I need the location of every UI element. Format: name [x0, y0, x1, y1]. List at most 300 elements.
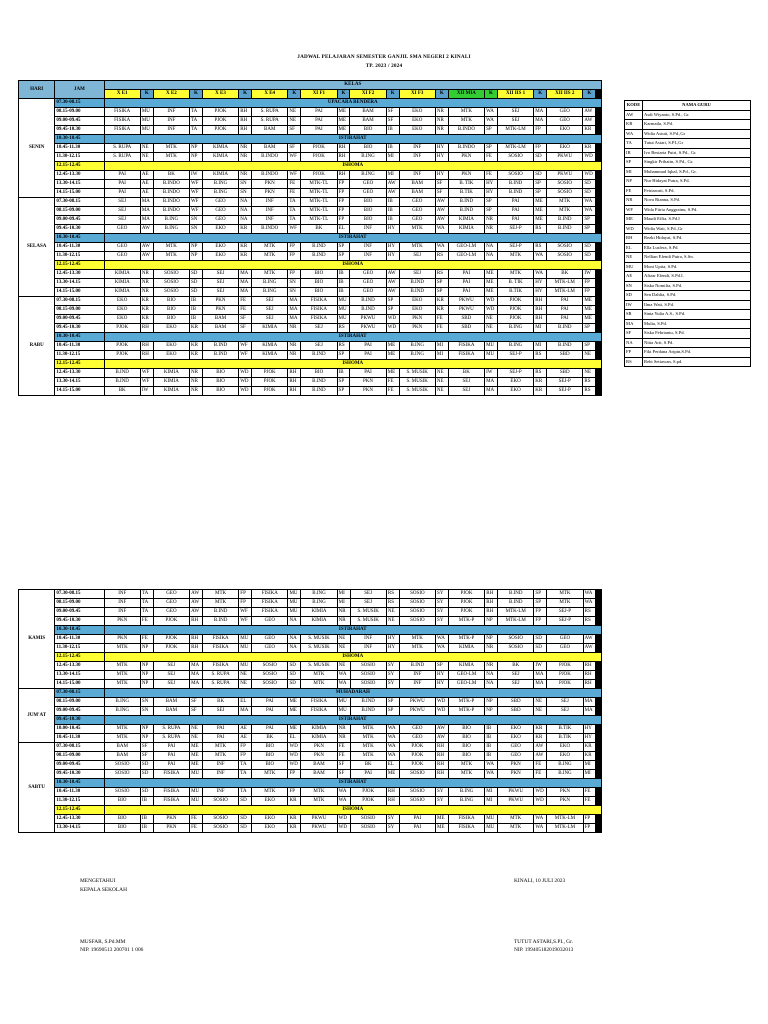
teacher-code-cell: NA — [485, 252, 498, 261]
subject-cell: PAI — [547, 306, 583, 315]
spacer-col — [596, 351, 602, 360]
teacher-code-cell: IB — [190, 315, 203, 324]
legend-code: SF — [625, 329, 643, 339]
subject-cell: MTK-TL — [301, 207, 337, 216]
teacher-code-cell: RS — [583, 617, 596, 626]
teacher-code-cell: NE — [239, 671, 252, 680]
compiler-name: TUTUT ASTARI,S.PI., Gr. — [514, 939, 573, 945]
subject-cell: PAI — [448, 288, 484, 297]
teacher-code-cell: HY — [436, 671, 449, 680]
subject-cell: BIO — [202, 387, 238, 396]
legend-code: WD — [625, 224, 643, 234]
teacher-code-cell: MU — [485, 342, 498, 351]
subject-cell: SEJ-P — [497, 243, 533, 252]
subject-cell: MTK — [399, 243, 435, 252]
subject-cell: PAI — [301, 126, 337, 135]
teacher-code-cell: IB — [337, 279, 350, 288]
subject-cell: MTK-LM — [497, 144, 533, 153]
subject-cell: MTK-LM — [547, 824, 583, 833]
subject-cell: PJOK — [350, 797, 386, 806]
subject-cell: FISIKA — [252, 590, 288, 599]
teacher-code-cell: MA — [583, 707, 596, 716]
teacher-code-cell: TA — [288, 216, 301, 225]
teacher-code-cell: MI — [435, 342, 448, 351]
time-slot: 12.45-13.30 — [55, 270, 104, 279]
teacher-code-cell: RH — [140, 324, 153, 333]
subject-cell: PAI — [104, 171, 140, 180]
teacher-code-cell: NR — [288, 351, 301, 360]
time-slot: 13.30-14.15 — [55, 671, 104, 680]
teacher-code-cell: TA — [140, 608, 153, 617]
subject-cell: INF — [399, 680, 435, 689]
subject-cell: SEJ — [252, 297, 288, 306]
subject-cell: PJOK — [252, 369, 288, 378]
teacher-code-cell: FP — [337, 180, 350, 189]
teacher-code-cell: NA — [288, 635, 301, 644]
teacher-code-cell: AW — [583, 635, 596, 644]
subject-cell: FISIKA — [301, 297, 337, 306]
time-slot: 10.30-10.45 — [55, 234, 104, 243]
teacher-code-cell: NR — [140, 279, 153, 288]
subject-cell: S. RUPA — [104, 144, 140, 153]
subject-cell: SBD — [498, 698, 534, 707]
teacher-code-cell: NA — [288, 644, 301, 653]
teacher-code-cell: RH — [534, 297, 547, 306]
teacher-code-cell: SF — [288, 144, 301, 153]
legend-teacher-name: Sinta Yulia A.S., S.Pd. — [643, 310, 751, 320]
subject-cell: MTK — [252, 270, 288, 279]
time-slot: 08.15-09.00 — [55, 207, 104, 216]
legend-code: SP — [625, 158, 643, 168]
teacher-code-cell: SN — [140, 698, 153, 707]
teacher-code-cell: FP — [583, 279, 596, 288]
subject-cell: S. MUSIK — [301, 644, 337, 653]
subject-cell: MTK — [547, 207, 583, 216]
teacher-code-cell: AW — [583, 644, 596, 653]
subject-cell: MTK — [202, 599, 238, 608]
subject-cell: BAM — [202, 315, 238, 324]
subject-cell: B.ING — [448, 797, 484, 806]
subject-cell: BIO — [448, 752, 484, 761]
teacher-code-cell: HY — [435, 153, 448, 162]
subject-cell: B.IND — [399, 662, 435, 671]
subject-cell: SEJ — [498, 671, 534, 680]
teacher-code-cell: IB — [337, 369, 350, 378]
time-slot: 09.45-10.30 — [55, 225, 104, 234]
subject-cell: MTK — [104, 671, 140, 680]
legend-teacher-name: Nellian Efendi Putra, S.Sn. — [643, 253, 751, 263]
teacher-code-cell: WF — [190, 198, 203, 207]
subject-cell: BIO — [252, 752, 288, 761]
subject-cell: PAI — [547, 297, 583, 306]
schedule-table-2 — [18, 589, 602, 833]
time-slot: 08.15-09.00 — [55, 698, 104, 707]
teacher-code-cell: IB — [190, 297, 203, 306]
teacher-code-cell: MU — [190, 770, 203, 779]
teacher-code-cell: RH — [140, 351, 153, 360]
subject-cell: FISIKA — [252, 599, 288, 608]
subject-cell: MTK — [252, 770, 288, 779]
subject-cell: GEO — [498, 752, 534, 761]
teacher-code-cell: SY — [436, 617, 449, 626]
subject-cell: MTK — [153, 252, 189, 261]
subject-cell: GEO — [153, 608, 189, 617]
teacher-code-cell: AE — [140, 171, 153, 180]
subject-cell: S. RUPA — [153, 725, 189, 734]
subject-cell: B.ING — [350, 153, 386, 162]
schedule-title: JADWAL PELAJARAN SEMESTER GANJIL SMA NEGERI 2 KINALI — [297, 54, 471, 60]
teacher-code-cell: RH — [288, 387, 301, 396]
subject-cell: GEO — [153, 590, 189, 599]
teacher-code-cell: MU — [239, 662, 252, 671]
subject-cell: B.ING — [350, 171, 386, 180]
time-slot: 07.30-08.15 — [55, 297, 104, 306]
subject-cell: B. TIK — [497, 279, 533, 288]
teacher-code-cell: ME — [485, 270, 498, 279]
teacher-code-cell: SF — [239, 324, 252, 333]
teacher-code-cell: NR — [239, 153, 252, 162]
subject-cell: B.INDO — [153, 180, 189, 189]
subject-cell: GEO — [399, 734, 435, 743]
teacher-code-cell: MA — [239, 288, 252, 297]
teacher-code-cell: SY — [436, 590, 449, 599]
subject-cell: PKN — [448, 171, 484, 180]
teacher-code-cell: SP — [485, 126, 498, 135]
break-label: ISHOMA — [104, 261, 601, 270]
subject-cell: B.INDO — [153, 207, 189, 216]
k-header: K — [534, 90, 547, 99]
subject-cell: PKN — [104, 617, 140, 626]
teacher-code-cell: NE — [534, 698, 547, 707]
teacher-code-cell: MI — [337, 599, 350, 608]
teacher-code-cell: TA — [140, 590, 153, 599]
teacher-code-cell: WA — [435, 243, 448, 252]
teacher-code-cell: FP — [583, 824, 596, 833]
teacher-code-cell: NE — [435, 387, 448, 396]
subject-cell: PJOK — [202, 126, 238, 135]
teacher-code-cell: FE — [140, 617, 153, 626]
time-slot: 13.30-14.15 — [55, 824, 104, 833]
subject-cell: EKO — [202, 225, 238, 234]
teacher-code-cell: HY — [534, 288, 547, 297]
time-slot: 10.45-11.30 — [55, 788, 104, 797]
teacher-code-cell: KR — [583, 144, 596, 153]
teacher-code-cell: SD — [534, 153, 547, 162]
legend-code: MU — [625, 262, 643, 272]
teacher-code-cell: SY — [436, 797, 449, 806]
subject-cell: SEJ — [547, 707, 583, 716]
teacher-code-cell: SP — [485, 144, 498, 153]
subject-cell: SEJ-P — [547, 387, 583, 396]
teacher-legend — [624, 100, 751, 367]
subject-cell: BIO — [350, 126, 386, 135]
teacher-code-cell: SD — [140, 770, 153, 779]
break-label: ISTIRAHAT — [104, 333, 601, 342]
legend-teacher-name: Ilma Wati, S.Pd. — [643, 300, 751, 310]
subject-cell: GEO — [547, 635, 583, 644]
teacher-code-cell: HY — [534, 279, 547, 288]
teacher-code-cell: WF — [239, 617, 252, 626]
teacher-code-cell: WA — [485, 761, 498, 770]
legend-teacher-name: Wida Fitria Anggrainu, S.Pd. — [643, 205, 751, 215]
subject-cell: BK — [301, 225, 337, 234]
subject-cell: PAI — [202, 734, 238, 743]
k-header: K — [435, 90, 448, 99]
teacher-code-cell: MA — [288, 306, 301, 315]
class-header: X E1 — [104, 90, 140, 99]
teacher-code-cell: ME — [485, 288, 498, 297]
spacer-col — [596, 707, 602, 716]
subject-cell: INF — [252, 216, 288, 225]
subject-cell: FISIKA — [202, 662, 238, 671]
teacher-code-cell: NE — [190, 725, 203, 734]
teacher-code-cell: AW — [190, 590, 203, 599]
subject-cell: INF — [399, 153, 435, 162]
subject-cell: PKWU — [399, 707, 435, 716]
subject-cell: SEJ-P — [547, 378, 583, 387]
subject-cell: EKO — [202, 243, 238, 252]
subject-cell: B.ING — [153, 225, 189, 234]
spacer-col — [596, 252, 602, 261]
teacher-code-cell: RH — [534, 315, 547, 324]
teacher-code-cell: FP — [534, 144, 547, 153]
subject-cell: BAM — [252, 126, 288, 135]
teacher-code-cell: WD — [534, 797, 547, 806]
teacher-code-cell: MU — [190, 797, 203, 806]
subject-cell: SOSIO — [498, 644, 534, 653]
subject-cell: MTK — [202, 590, 238, 599]
spacer-col — [596, 725, 602, 734]
teacher-code-cell: WF — [190, 207, 203, 216]
teacher-code-cell: RS — [583, 387, 596, 396]
subject-cell: BK — [498, 662, 534, 671]
teacher-code-cell: TA — [140, 599, 153, 608]
subject-cell: BIO — [350, 198, 386, 207]
legend-code: WA — [625, 129, 643, 139]
teacher-code-cell: HY — [386, 225, 399, 234]
subject-cell: GEO — [252, 635, 288, 644]
teacher-code-cell: WD — [485, 306, 498, 315]
teacher-code-cell: NR — [337, 608, 350, 617]
teacher-code-cell: SN — [288, 279, 301, 288]
subject-cell: SOSIO — [350, 815, 386, 824]
compiler-nip: NIP. 199405182019032013 — [514, 947, 574, 953]
subject-cell: MTK — [547, 590, 583, 599]
teacher-code-cell: FE — [337, 743, 350, 752]
legend-code: ME — [625, 215, 643, 225]
teacher-code-cell: IB — [140, 797, 153, 806]
teacher-code-cell: MU — [337, 707, 350, 716]
teacher-code-cell: SF — [190, 707, 203, 716]
subject-cell: SOSIO — [350, 662, 386, 671]
subject-cell: GEO-LM — [448, 671, 484, 680]
subject-cell: B.IND — [350, 707, 386, 716]
subject-cell: SEJ — [497, 117, 533, 126]
teacher-code-cell: NE — [190, 734, 203, 743]
subject-cell: SOSIO — [202, 797, 238, 806]
teacher-code-cell: SY — [386, 680, 399, 689]
subject-cell: INF — [252, 198, 288, 207]
subject-cell: SOSIO — [399, 590, 435, 599]
teacher-code-cell: ME — [190, 743, 203, 752]
teacher-code-cell: NE — [288, 117, 301, 126]
subject-cell: MTK-TL — [301, 216, 337, 225]
subject-cell: B.IND — [399, 279, 435, 288]
subject-cell: MTK — [153, 153, 189, 162]
time-slot: 12.45-13.30 — [55, 662, 104, 671]
class-header: X E3 — [202, 90, 238, 99]
legend-code: NA — [625, 338, 643, 348]
subject-cell: BAM — [153, 707, 189, 716]
teacher-code-cell: WA — [485, 770, 498, 779]
legend-code: MA — [625, 319, 643, 329]
subject-cell: SBD — [547, 351, 583, 360]
teacher-code-cell: ME — [337, 108, 350, 117]
time-slot: 08.15-09.00 — [55, 599, 104, 608]
teacher-code-cell: ME — [337, 126, 350, 135]
teacher-code-cell: WF — [140, 369, 153, 378]
subject-cell: PAI — [104, 180, 140, 189]
subject-cell: FISIKA — [153, 788, 189, 797]
subject-cell: MTK — [104, 680, 140, 689]
teacher-code-cell: AW — [436, 725, 449, 734]
principal-nip: NIP. 19690513 200701 1 006 — [80, 947, 144, 953]
spacer-col — [596, 387, 602, 396]
teacher-code-cell: AW — [583, 117, 596, 126]
subject-cell: PKN — [202, 297, 238, 306]
subject-cell: MTK — [252, 252, 288, 261]
subject-cell: PAI — [350, 351, 386, 360]
teacher-code-cell: MU — [140, 126, 153, 135]
teacher-code-cell: IB — [337, 288, 350, 297]
subject-cell: PAI — [547, 315, 583, 324]
break-label: ISHOMA — [104, 360, 601, 369]
subject-cell: PKN — [350, 387, 386, 396]
subject-cell: INF — [350, 644, 386, 653]
subject-cell: PJOK — [547, 662, 583, 671]
subject-cell: MTK-P — [448, 707, 484, 716]
subject-cell: SEJ-P — [497, 225, 533, 234]
teacher-code-cell: SD — [534, 171, 547, 180]
subject-cell: PJOK — [399, 752, 435, 761]
subject-cell: B.ING — [202, 180, 238, 189]
spacer-col — [596, 761, 602, 770]
teacher-code-cell: MU — [337, 306, 350, 315]
subject-cell: B.TIK — [547, 725, 583, 734]
subject-cell: B.IND — [104, 378, 140, 387]
time-slot: 10.45-11.30 — [55, 734, 104, 743]
legend-code: AE — [625, 272, 643, 282]
time-slot: 13.30-14.15 — [55, 279, 104, 288]
teacher-code-cell: SD — [239, 815, 252, 824]
legend-code: NR — [625, 196, 643, 206]
subject-cell: B.ING — [399, 342, 435, 351]
teacher-code-cell: KR — [435, 297, 448, 306]
subject-cell: PJOK — [153, 635, 189, 644]
teacher-code-cell: AW — [386, 189, 399, 198]
subject-cell: EKO — [399, 108, 435, 117]
teacher-code-cell: ME — [190, 761, 203, 770]
subject-cell: INF — [202, 788, 238, 797]
teacher-code-cell: NR — [485, 216, 498, 225]
subject-cell: SOSIO — [350, 671, 386, 680]
spacer-col — [596, 752, 602, 761]
k-header: K — [583, 90, 596, 99]
teacher-code-cell: FE — [190, 824, 203, 833]
subject-cell: B.INDO — [252, 225, 288, 234]
subject-cell: S. RUPA — [202, 680, 238, 689]
subject-cell: EKO — [104, 315, 140, 324]
k-header: K — [485, 90, 498, 99]
teacher-code-cell: NR — [485, 662, 498, 671]
teacher-code-cell: NR — [435, 108, 448, 117]
subject-cell: INF — [350, 252, 386, 261]
teacher-code-cell: ME — [534, 207, 547, 216]
subject-cell: INF — [399, 671, 435, 680]
teacher-code-cell: SF — [190, 698, 203, 707]
teacher-code-cell: IW — [485, 369, 498, 378]
class-header: XII IIS 2 — [547, 90, 583, 99]
subject-cell: PAI — [497, 216, 533, 225]
teacher-code-cell: NP — [140, 671, 153, 680]
subject-cell: EKO — [547, 752, 583, 761]
principal-title: KEPALA SEKOLAH — [80, 887, 127, 893]
teacher-code-cell: SP — [485, 207, 498, 216]
subject-cell: B.ING — [153, 216, 189, 225]
subject-cell: B.TIK — [547, 734, 583, 743]
subject-cell: INF — [153, 126, 189, 135]
teacher-code-cell: AW — [534, 743, 547, 752]
subject-cell: SEJ — [547, 698, 583, 707]
spacer-col — [596, 788, 602, 797]
subject-cell: PAI — [497, 207, 533, 216]
teacher-code-cell: NR — [140, 288, 153, 297]
teacher-code-cell: SP — [534, 590, 547, 599]
teacher-code-cell: NR — [435, 117, 448, 126]
teacher-code-cell: FP — [583, 288, 596, 297]
teacher-code-cell: FP — [337, 207, 350, 216]
teacher-code-cell: RH — [288, 378, 301, 387]
spacer-col — [596, 770, 602, 779]
subject-cell: INF — [350, 225, 386, 234]
teacher-code-cell: NE — [140, 153, 153, 162]
teacher-code-cell: SY — [386, 815, 399, 824]
teacher-code-cell: MU — [239, 644, 252, 653]
teacher-code-cell: FP — [583, 815, 596, 824]
teacher-code-cell: MA — [583, 698, 596, 707]
subject-cell: KIMIA — [153, 387, 189, 396]
subject-cell: BK — [547, 270, 583, 279]
subject-cell: FISIKA — [301, 315, 337, 324]
teacher-code-cell: SD — [583, 243, 596, 252]
subject-cell: B.IND — [104, 369, 140, 378]
teacher-code-cell: SP — [337, 252, 350, 261]
time-slot: 08.15-09.00 — [55, 306, 104, 315]
teacher-code-cell: SF — [435, 189, 448, 198]
teacher-code-cell: WD — [288, 761, 301, 770]
subject-cell: EKO — [547, 126, 583, 135]
time-slot: 09.00-09.45 — [55, 608, 104, 617]
subject-cell: KIMIA — [104, 270, 140, 279]
legend-code: FE — [625, 186, 643, 196]
subject-cell: PKN — [399, 324, 435, 333]
subject-cell: BAM — [104, 752, 140, 761]
teacher-code-cell: WD — [337, 815, 350, 824]
subject-cell: B.IND — [301, 243, 337, 252]
teacher-code-cell: NP — [190, 252, 203, 261]
subject-cell: S. RUPA — [104, 153, 140, 162]
subject-cell: SOSIO — [547, 180, 583, 189]
